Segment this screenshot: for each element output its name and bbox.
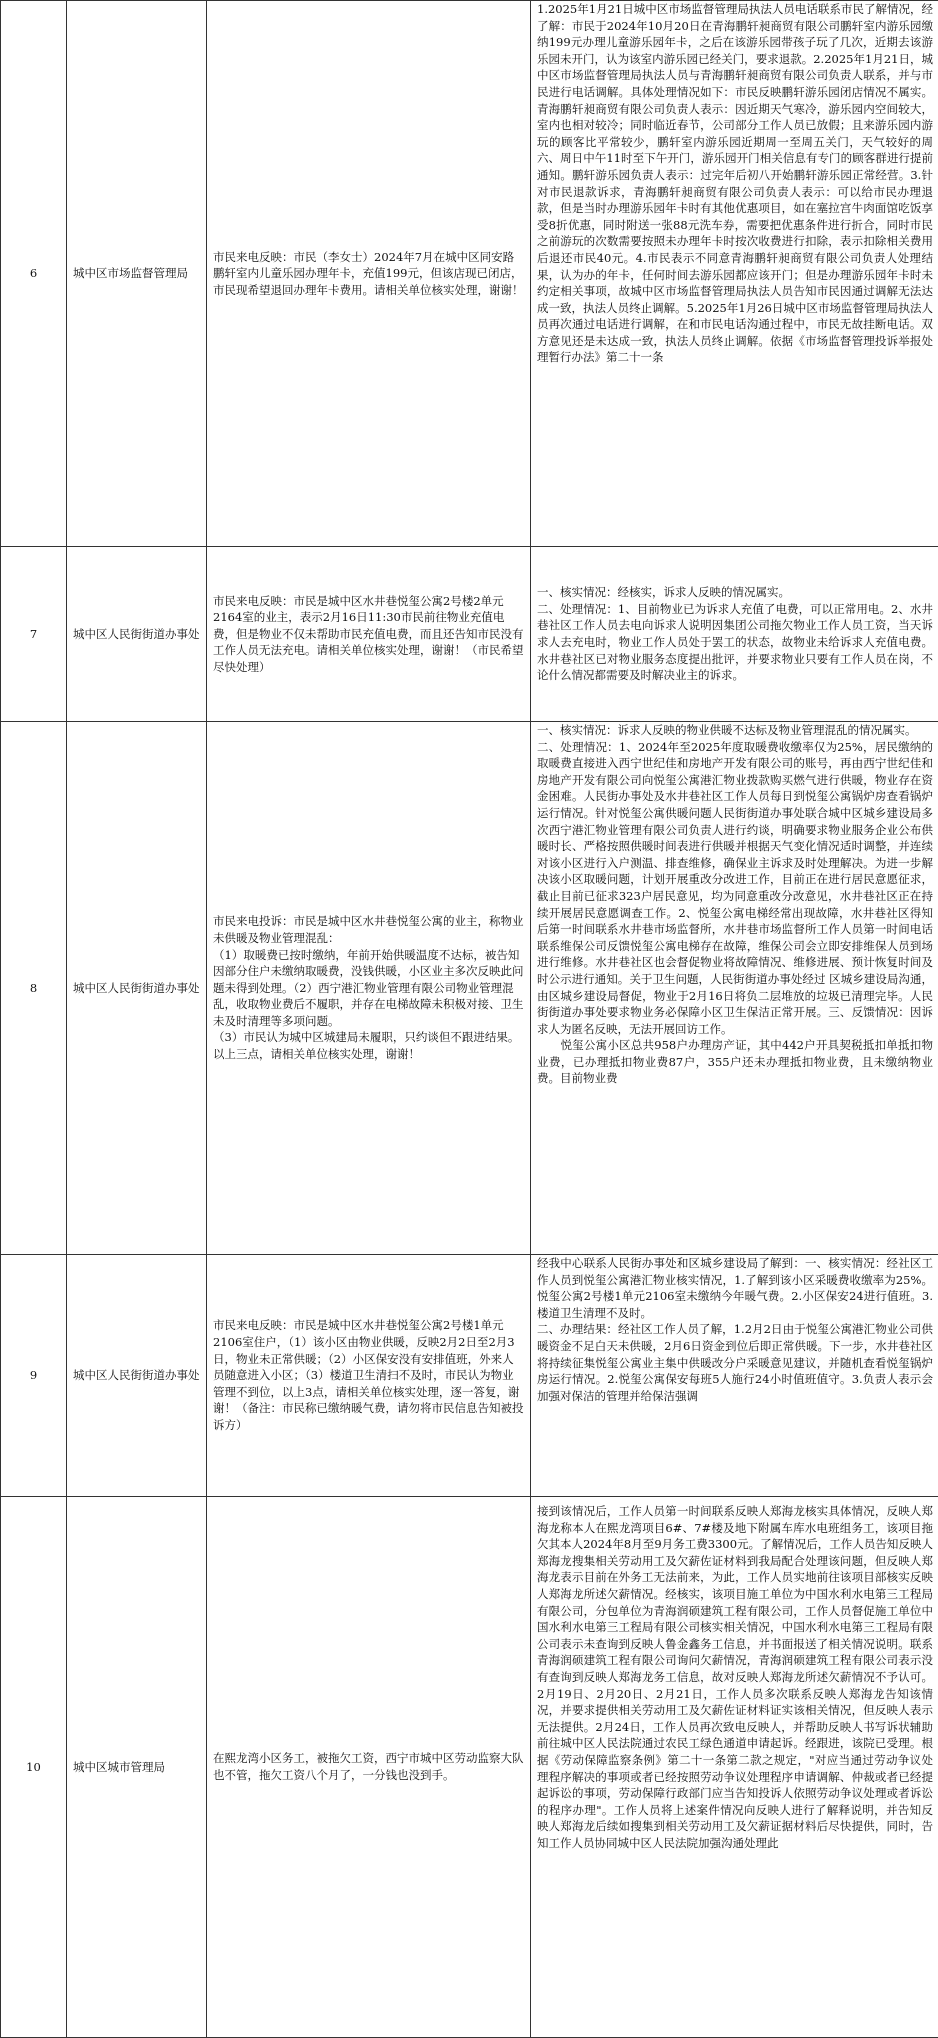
department: 城中区城市管理局 xyxy=(67,1497,207,2038)
handling-result: 一、核实情况：经核实，诉求人反映的情况属实。 二、处理情况：1、目前物业已为诉求人充值了电费，可以正常用电。2、水井巷社区工作人员去电向诉求人说明因集团公司拖欠物业工作人员工资，当天诉求人去充电时，物业工作人员处于罢工的状态，故物业未给诉求人充值电费。水井巷社区已对物业服务态度提出批评，并要求物业只要有工作人员在岗，不论什么情况都需要及时解决业主的诉求。 xyxy=(531,547,938,722)
table-row xyxy=(1,1497,938,2038)
department: 城中区人民街街道办事处 xyxy=(67,1255,207,1497)
table-row xyxy=(1,1255,938,1497)
handling-result: 接到该情况后，工作人员第一时间联系反映人郑海龙核实具体情况，反映人郑海龙称本人在熙龙湾项目6#、7#楼及地下附属车库水电班组务工，该项目拖欠其本人2024年8月至9月务工费3300元。了解情况后，工作人员告知反映人郑海龙搜集相关劳动用工及欠薪佐证材料到我局配合处理该问题，但反映人郑海龙表示目前在外务工无法前来，为此，工作人员实地前往该项目部核实反映人郑海龙所述欠薪情况。经核实，该项目施工单位为中国水利水电第三工程局有限公司，分包单位为青海润硕建筑工程有限公司，工作人员督促施工单位中国水利水电第三工程局有限公司核实相关情况，中国水利水电第三工程局有限公司表示未查询到反映人鲁金鑫务工信息，并书面报送了相关情况说明。联系青海润硕建筑工程有限公司询问欠薪情况，青海润硕建筑工程有限公司表示没有查询到反映人郑海龙务工信息，故对反映人郑海龙所述欠薪情况不予认可。2月19日、2月20日、2月21日，工作人员多次联系反映人郑海龙告知该情况，并要求提供相关劳动用工及欠薪佐证材料证实该相关情况，但反映人表示无法提供。2月24日，工作人员再次致电反映人，并帮助反映人书写诉状辅助前往城中区人民法院通过农民工绿色通道申请起诉。经跟进，该院已受理。根据《劳动保障监察条例》第二十一条第二款之规定，"对应当通过劳动争议处理程序解决的事项或者已经按照劳动争议处理程序申请调解、仲裁或者已经提起诉讼的事项，劳动保障行政部门应当告知投诉人依照劳动争议处理或者诉讼的程序办理"。工作人员将上述案件情况向反映人进行了解释说明，并告知反映人郑海龙后续如搜集到相关劳动用工及欠薪证据材料后尽快提供，同时，告知工作人员协同城中区人民法院加强沟通处理此 xyxy=(531,1497,938,2038)
handling-result: 经我中心联系人民街办事处和区城乡建设局了解到：一、核实情况：经社区工作人员到悦玺公寓港汇物业核实情况，1.了解到该小区采暖费收缴率为25%。悦玺公寓2号楼1单元2106室未缴纳今年暖气费。2.小区保安24进行值班。3.楼道卫生清理不及时。 二、办理结果：经社区工作人员了解，1.2月2日由于悦玺公寓港汇物业公司供暖资金不足白天未供暖，2月6日资金到位后即正常供暖。下一步，水井巷社区将持续征集悦玺公寓业主集中供暖改分户采暖意见建议，并随机查看悦玺锅炉房运行情况。2.悦玺公寓保安每班5人施行24小时值班值守。3.负责人表示会加强对保洁的管理并给保洁强调 xyxy=(531,1255,938,1497)
complaint-content: 市民来电投诉：市民是城中区水井巷悦玺公寓的业主，称物业未供暖及物业管理混乱： （1）取暖费已按时缴纳，年前开始供暖温度不达标，被告知因部分住户未缴纳取暖费，没钱供暖，小区业主多次反映此问题未得到处理。（2）西宁港汇物业管理有限公司物业管理混乱，收取物业费后不履职，并存在电梯故障未积极对接、卫生未及时清理等多项问题。 （3）市民认为城中区城建局未履职，只约谈但不跟进结果。以上三点，请相关单位核实处理，谢谢！ xyxy=(207,722,531,1255)
table-row xyxy=(1,722,938,1255)
table-row xyxy=(1,1,938,547)
handling-result: 一、核实情况：诉求人反映的物业供暖不达标及物业管理混乱的情况属实。 二、处理情况：1、2024年至2025年度取暖费收缴率仅为25%，居民缴纳的取暖费直接进入西宁世纪佳和房地产开发有限公司的账号，再由西宁世纪佳和房地产开发有限公司向悦玺公寓港汇物业拨款购买燃气进行供暖，物业存在资金困难。人民街办事处及水井巷社区工作人员每日到悦玺公寓锅炉房查看锅炉运行情况。针对悦玺公寓供暖问题人民街街道办事处联合城中区城乡建设局多次西宁港汇物业管理有限公司负责人进行约谈，明确要求物业服务企业公布供暖时长、严格按照供暖时间表进行供暖并根据天气变化情况适时调整，并连续对该小区进行入户测温、排查维修，确保业主诉求及时处理解决。为进一步解决该小区取暖问题，计划开展重改分改进工作，目前正在进行居民意愿征求，截止目前已征求323户居民意见，均为同意重改分改意见，水井巷社区正在持续开展居民意愿调查工作。2、悦玺公寓电梯经常出现故障，水井巷社区得知后第一时间联系水井巷市场监督所，水井巷市场监督所工作人员第一时间电话联系维保公司反馈悦玺公寓电梯存在故障，维保公司会立即安排维保人员到场进行维修。水井巷社区也会督促物业将故障情况、维修进展、预计恢复时间及时公示进行通知。关于卫生问题，人民街街道办事处经过 区城乡建设局沟通，由区城乡建设局督促，物业于2月16日将负二层堆放的垃圾已清理完毕。人民街街道办事处要求物业务必保障小区卫生保洁正常开展。三、反馈情况：因诉求人为匿名反映，无法开展回访工作。 悦玺公寓小区总共958户办理房产证，其中442户开具契税抵扣单抵扣物业费，已办理抵扣物业费87户，355户还未办理抵扣物业费，且未缴纳物业费。目前物业费 xyxy=(531,722,938,1255)
row-number: 7 xyxy=(1,547,67,722)
row-number: 6 xyxy=(1,1,67,547)
complaint-content: 市民来电反映：市民（李女士）2024年7月在城中区同安路鹏轩室内儿童乐园办理年卡，充值199元，但该店现已闭店，市民现希望退回办理年卡费用。请相关单位核实处理，谢谢！ xyxy=(207,1,531,547)
row-number: 10 xyxy=(1,1497,67,2038)
complaint-content: 市民来电反映：市民是城中区水井巷悦玺公寓2号楼2单元2164室的业主，表示2月16日11:30市民前往物业充值电费，但是物业不仅未帮助市民充值电费，而且还告知市民没有工作人员无法充电。请相关单位核实处理，谢谢！（市民希望尽快处理） xyxy=(207,547,531,722)
handling-result: 1.2025年1月21日城中区市场监督管理局执法人员电话联系市民了解情况，经了解：市民于2024年10月20日在青海鹏轩昶商贸有限公司鹏轩室内游乐园缴纳199元办理儿童游乐园年卡，之后在该游乐园带孩子玩了几次，近期去该游乐园未开门，认为该室内游乐园已经关门，要求退款。2.2025年1月21日，城中区市场监督管理局执法人员与青海鹏轩昶商贸有限公司负责人联系，并与市民进行电话调解。具体处理情况如下：市民反映鹏轩游乐园闭店情况不属实。青海鹏轩昶商贸有限公司负责人表示：因近期天气寒冷，游乐园内空间较大，室内也相对较冷；同时临近春节，公司部分工作人员已放假；且来游乐园内游玩的顾客比平常较少，鹏轩室内游乐园近期周一至周五关门，天气较好的周六、周日中午11时至下午开门，游乐园开门相关信息有专门的顾客群进行提前通知。鹏轩游乐园负责人表示：过完年后初八开始鹏轩游乐园正常经营。3.针对市民退款诉求，青海鹏轩昶商贸有限公司负责人表示：可以给市民办理退款，但是当时办理游乐园年卡时有其他优惠项目，如在塞拉宫牛肉面馆吃饭享受8折优惠，同时附送一张88元洗车券，需要把优惠条件进行折合，同时市民之前游玩的次数需要按照未办理年卡时按次收费进行扣除，表示扣除相关费用后退还市民40元。4.市民表示不同意青海鹏轩昶商贸有限公司负责人处理结果，认为办的年卡，任何时间去游乐园都应该开门；但是办理游乐园年卡时未约定相关事项，故城中区市场监督管理局执法人员告知市民因通过调解无法达成一致，执法人员终止调解。5.2025年1月26日城中区市场监督管理局执法人员再次通过电话进行调解，在和市民电话沟通过程中，市民无故挂断电话。双方意见还是未达成一致，执法人员终止调解。依据《市场监督管理投诉举报处理暂行办法》第二十一条 xyxy=(531,1,938,547)
department: 城中区人民街街道办事处 xyxy=(67,722,207,1255)
complaint-content: 在熙龙湾小区务工，被拖欠工资，西宁市城中区劳动监察大队也不管，拖欠工资八个月了，一分钱也没到手。 xyxy=(207,1497,531,2038)
row-number: 9 xyxy=(1,1255,67,1497)
row-number: 8 xyxy=(1,722,67,1255)
complaint-content: 市民来电反映：市民是城中区水井巷悦玺公寓2号楼1单元2106室住户，（1）该小区由物业供暖，反映2月2日至2月3日，物业未正常供暖；（2）小区保安没有安排值班，外来人员随意进入小区；（3）楼道卫生清扫不及时，市民认为物业管理不到位，以上3点，请相关单位核实处理，逐一答复，谢谢！（备注：市民称已缴纳暖气费，请勿将市民信息告知被投诉方） xyxy=(207,1255,531,1497)
department: 城中区人民街街道办事处 xyxy=(67,547,207,722)
table-row xyxy=(1,547,938,722)
department: 城中区市场监督管理局 xyxy=(67,1,207,547)
